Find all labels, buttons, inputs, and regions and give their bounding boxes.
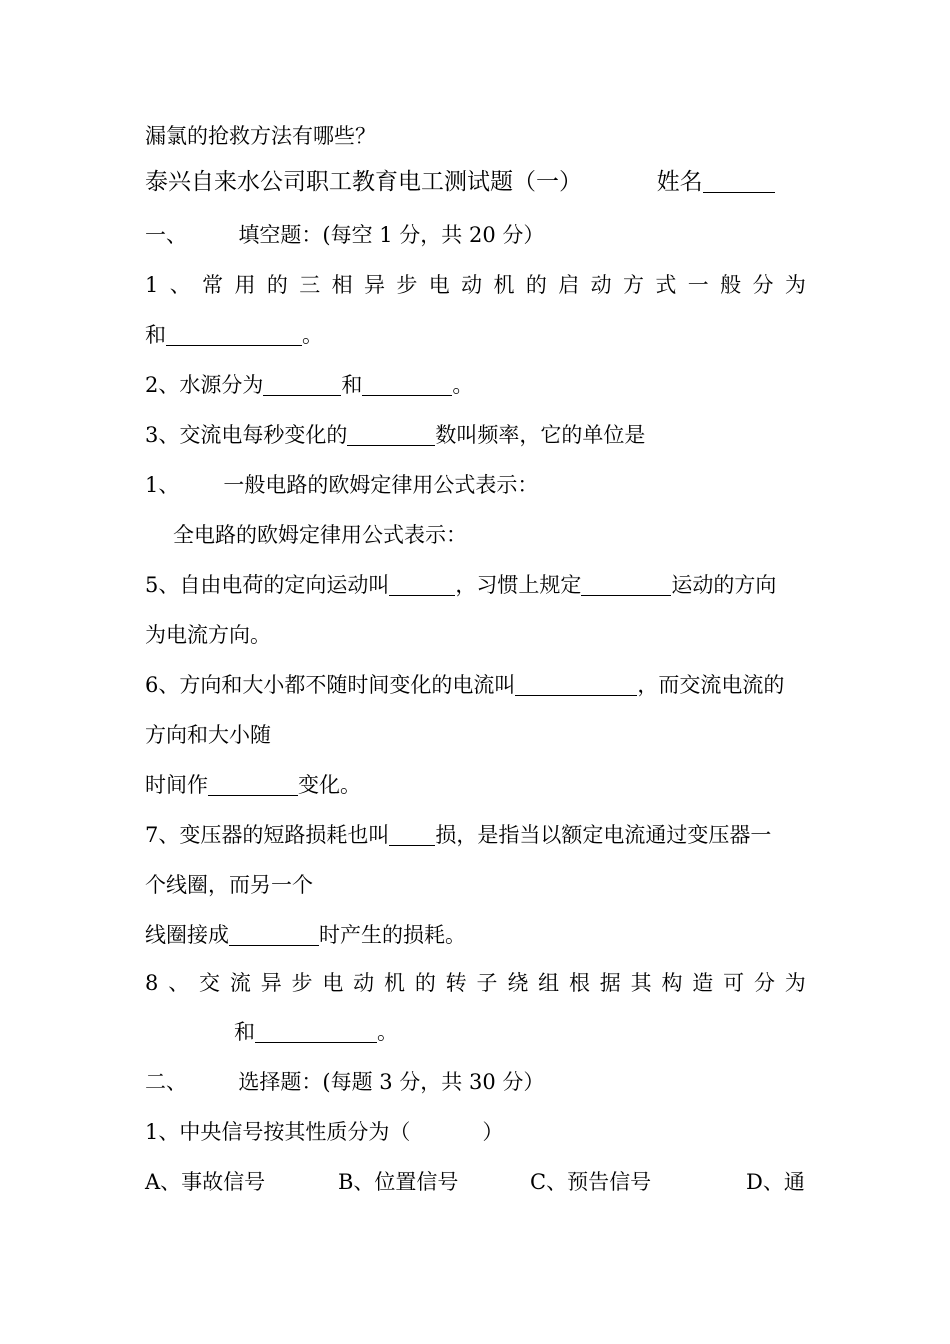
question-1-line-2: 和 。	[145, 323, 323, 347]
question-7-line-2: 个线圈，而另一个	[145, 873, 313, 897]
question-1-blank[interactable]	[166, 323, 302, 346]
question-7-blank-1[interactable]	[389, 823, 435, 846]
option-c[interactable]: C、预告信号	[530, 1170, 652, 1194]
question-6-blank-1[interactable]	[515, 673, 637, 696]
section-2-number: 二、	[145, 1070, 187, 1094]
section-1-label: 填空题：(每空 1 分，共 20 分）	[238, 223, 545, 247]
question-3: 3、交流电每秒变化的 数叫频率，它的单位是	[145, 423, 646, 447]
question-4-line-1: 1、 一般电路的欧姆定律用公式表示：	[145, 473, 539, 497]
question-7-blank-2[interactable]	[229, 923, 319, 946]
question-2-blank-1[interactable]	[263, 373, 341, 396]
question-8-line-1: 8 、 交 流 异 步 电 动 机 的 转 子 绕 组 根 据 其 构 造 可 分 为	[145, 971, 806, 995]
question-2: 2、水源分为 和 。	[145, 373, 474, 397]
question-5-blank-2[interactable]	[581, 573, 671, 596]
pre-question: 漏氯的抢救方法有哪些？	[145, 124, 376, 148]
question-8-blank[interactable]	[255, 1020, 377, 1043]
option-d[interactable]: D、通	[746, 1170, 805, 1194]
question-5-line-2: 为电流方向。	[145, 623, 271, 647]
section-1-heading	[145, 220, 544, 250]
question-7-line-3: 线圈接成 时产生的损耗。	[145, 923, 466, 947]
question-4-line-2: 全电路的欧姆定律用公式表示：	[173, 523, 467, 547]
question-7-line-1: 7、变压器的短路损耗也叫 损，是指当以额定电流通过变压器一	[145, 823, 772, 847]
section-2-label: 选择题：(每题 3 分，共 30 分）	[238, 1070, 545, 1094]
question-5-blank-1[interactable]	[389, 573, 455, 596]
choice-question-1: 1、中央信号按其性质分为（ ）	[145, 1120, 504, 1144]
option-b[interactable]: B、位置信号	[338, 1170, 459, 1194]
name-label: 姓名	[656, 169, 703, 195]
question-1-line-1: 1 、 常 用 的 三 相 异 步 电 动 机 的 启 动 方 式 一 般 分 为	[145, 273, 806, 297]
option-a[interactable]: A、事故信号	[145, 1170, 266, 1194]
name-blank[interactable]	[703, 170, 775, 193]
question-6-line-1: 6、方向和大小都不随时间变化的电流叫 ，而交流电流的	[145, 673, 785, 697]
exam-title-row	[145, 167, 775, 197]
section-1-number: 一、	[145, 223, 187, 247]
section-2-heading	[145, 1067, 544, 1097]
exam-title: 泰兴自来水公司职工教育电工测试题（一）	[145, 169, 582, 195]
question-6-line-2: 方向和大小随	[145, 723, 271, 747]
question-8-line-2: 和 。	[234, 1020, 398, 1044]
question-6-line-3: 时间作 变化。	[145, 773, 361, 797]
question-2-blank-2[interactable]	[362, 373, 452, 396]
question-3-blank[interactable]	[347, 423, 435, 446]
question-6-blank-2[interactable]	[208, 773, 298, 796]
question-5-line-1: 5、自由电荷的定向运动叫 ，习惯上规定 运动的方向	[145, 573, 777, 597]
